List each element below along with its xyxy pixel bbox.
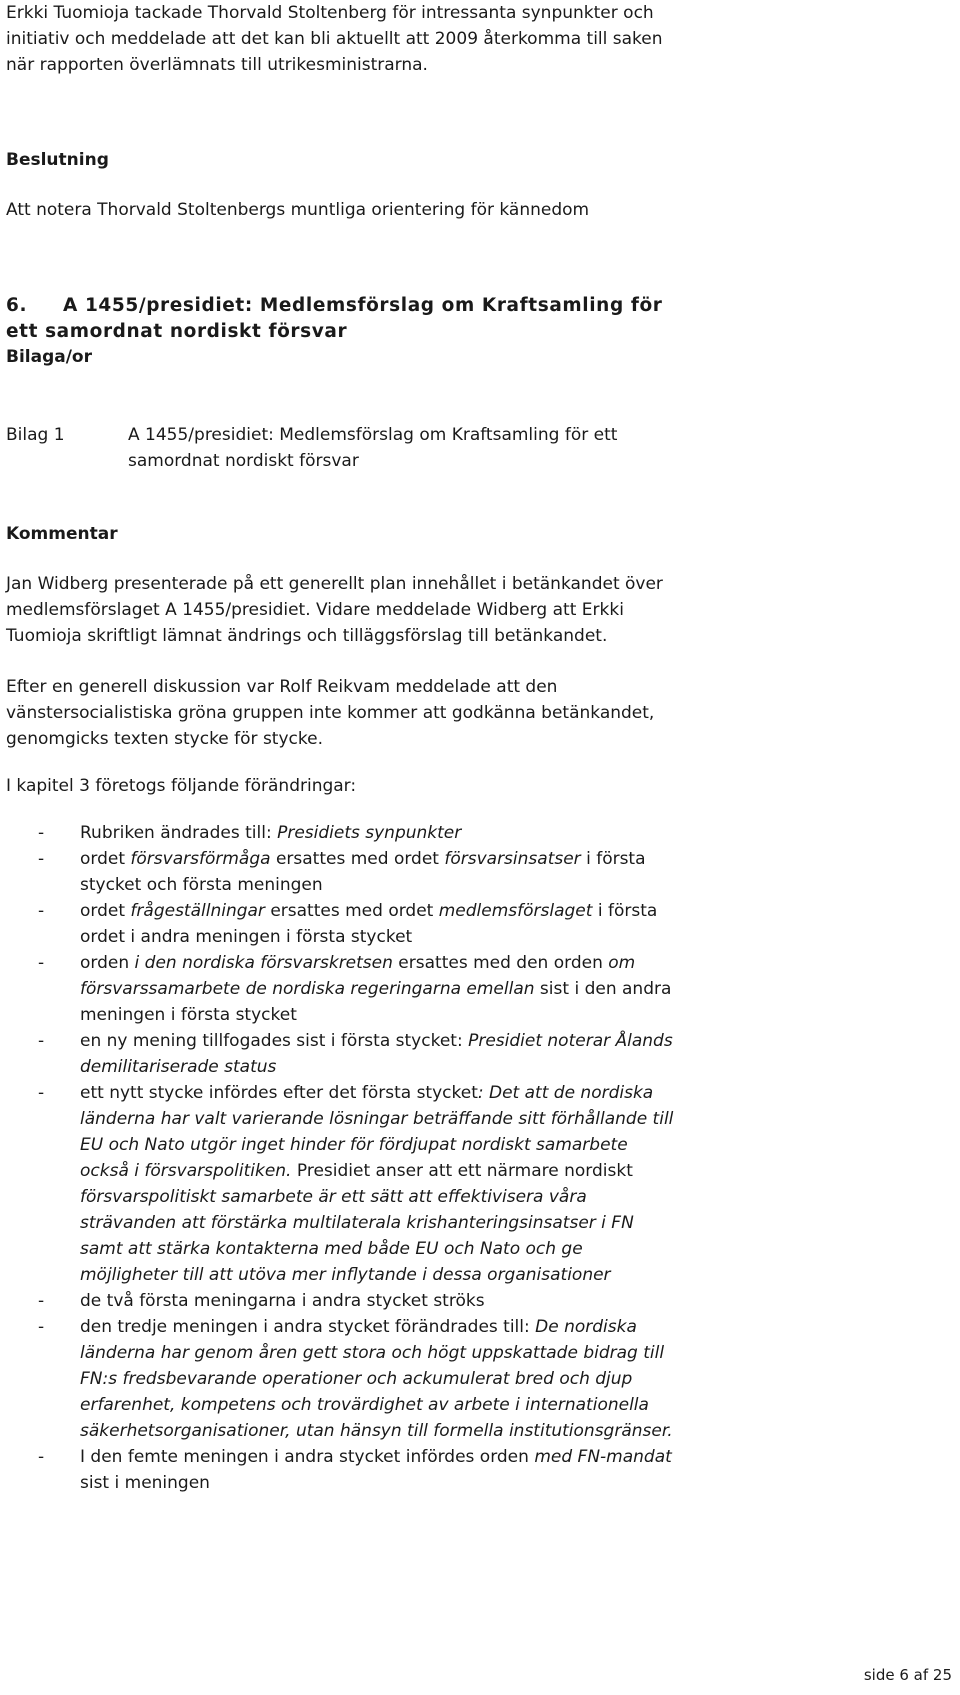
italic-run: länderna har genom åren gett stora och högt uppskattade bidrag till xyxy=(80,1343,665,1363)
italic-run: Presidiet noterar Ålands xyxy=(468,1031,673,1051)
text-run: den tredje meningen i andra stycket förändrades till: xyxy=(80,1317,536,1337)
list-dash: - xyxy=(38,953,45,973)
text-run: ersattes med ordet xyxy=(270,849,445,869)
text-run: stycket och första meningen xyxy=(80,875,323,895)
beslutning-text: Att notera Thorvald Stoltenbergs muntliga orientering för kännedom xyxy=(6,200,590,220)
text-run: ersattes med ordet xyxy=(264,901,439,921)
list-item xyxy=(6,1080,786,1288)
text-line: initiativ och meddelade att det kan bli aktuellt att 2009 återkomma till saken xyxy=(6,29,663,49)
text-line: Jan Widberg presenterade på ett generellt plan innehållet i betänkandet över xyxy=(6,574,663,594)
text-run: ordet i andra meningen i första stycket xyxy=(80,927,413,947)
italic-run: EU och Nato utgör inget hinder för fördjupat nordiskt samarbete xyxy=(80,1135,628,1155)
agenda-item-number: 6. xyxy=(6,295,28,316)
italic-run: med FN-mandat xyxy=(534,1447,672,1467)
text-line: A 1455/presidiet: Medlemsförslag om Kraftsamling för ett xyxy=(128,425,618,445)
list-item xyxy=(6,1288,786,1314)
italic-run: erfarenhet, kompetens och trovärdighet av arbete i internationella xyxy=(80,1395,649,1415)
text-line: Efter en generell diskussion var Rolf Reikvam meddelade att den xyxy=(6,677,558,697)
text-line: när rapporten överlämnats till utrikesministrarna. xyxy=(6,55,428,75)
text-run: orden xyxy=(80,953,135,973)
text-run: sist i meningen xyxy=(80,1473,210,1493)
comment-paragraph: I kapitel 3 företogs följande förändringar: xyxy=(6,776,357,796)
list-dash: - xyxy=(38,1317,45,1337)
text-line: Tuomioja skriftligt lämnat ändrings och tilläggsförslag till betänkandet. xyxy=(6,626,608,646)
kommentar-heading: Kommentar xyxy=(6,524,118,544)
text-run: ordet xyxy=(80,901,131,921)
italic-run: försvarsinsatser xyxy=(444,849,581,869)
italic-run: försvarsförmåga xyxy=(130,849,271,869)
italic-run: säkerhetsorganisationer, utan hänsyn till formella institutionsgränser. xyxy=(80,1421,673,1441)
text-line: samordnat nordiskt försvar xyxy=(128,451,359,471)
page-number: side 6 af 25 xyxy=(863,1666,952,1684)
text-run: I den femte meningen i andra stycket infördes orden xyxy=(80,1447,535,1467)
list-dash: - xyxy=(38,1447,45,1467)
attachment-description xyxy=(128,422,728,474)
italic-run: demilitariserade status xyxy=(80,1057,277,1077)
text-run: en ny mening tillfogades sist i första stycket: xyxy=(80,1031,469,1051)
text-line: genomgicks texten stycke för stycke. xyxy=(6,729,323,749)
italic-run: De nordiska xyxy=(535,1317,637,1337)
list-item xyxy=(6,1314,786,1444)
agenda-item-title-line1: A 1455/presidiet: Medlemsförslag om Kraftsamling för xyxy=(63,295,663,316)
text-line: vänstersocialistiska gröna gruppen inte kommer att godkänna betänkandet, xyxy=(6,703,655,723)
list-item xyxy=(6,950,786,1028)
text-run: i första xyxy=(592,901,658,921)
list-dash: - xyxy=(38,901,45,921)
text-run: Presidiet anser att ett närmare nordiskt xyxy=(291,1161,633,1181)
intro-paragraph xyxy=(6,0,766,78)
list-item xyxy=(6,820,786,846)
comment-paragraph xyxy=(6,571,766,649)
bilagor-heading: Bilaga/or xyxy=(6,347,92,367)
italic-run: om xyxy=(608,953,636,973)
attachment-label: Bilag 1 xyxy=(6,425,65,445)
text-run: de två första meningarna i andra stycket ströks xyxy=(80,1291,485,1311)
text-run: sist i den andra xyxy=(534,979,672,999)
text-run: ersattes med den orden xyxy=(392,953,609,973)
list-dash: - xyxy=(38,1291,45,1311)
list-item xyxy=(6,1444,786,1496)
list-dash: - xyxy=(38,823,45,843)
list-item xyxy=(6,1028,786,1080)
list-dash: - xyxy=(38,1031,45,1051)
italic-run: frågeställningar xyxy=(130,901,265,921)
list-dash: - xyxy=(38,1083,45,1103)
list-dash: - xyxy=(38,849,45,869)
italic-run: : Det att de nordiska xyxy=(477,1083,654,1103)
italic-run: i den nordiska försvarskretsen xyxy=(134,953,393,973)
text-run: ordet xyxy=(80,849,131,869)
italic-run: försvarspolitiskt samarbete är ett sätt att effektivisera våra xyxy=(80,1187,587,1207)
list-item xyxy=(6,846,786,898)
italic-run: samt att stärka kontakterna med både EU och Nato och ge xyxy=(80,1239,583,1259)
comment-paragraph xyxy=(6,674,766,752)
italic-run: strävanden att förstärka multilaterala krishanteringsinsatser i FN xyxy=(80,1213,634,1233)
changes-list xyxy=(6,820,786,1496)
text-run: Rubriken ändrades till: xyxy=(80,823,278,843)
agenda-item-title xyxy=(6,293,766,345)
beslutning-heading: Beslutning xyxy=(6,150,109,170)
italic-run: försvarssamarbete de nordiska regeringarna emellan xyxy=(80,979,535,999)
text-line: Erkki Tuomioja tackade Thorvald Stoltenberg för intressanta synpunkter och xyxy=(6,3,654,23)
italic-run: FN:s fredsbevarande operationer och ackumulerat bred och djup xyxy=(80,1369,633,1389)
list-item xyxy=(6,898,786,950)
italic-run: också i försvarspolitiken. xyxy=(80,1161,292,1181)
italic-run: Presidiets synpunkter xyxy=(277,823,462,843)
text-run: meningen i första stycket xyxy=(80,1005,297,1025)
italic-run: medlemsförslaget xyxy=(438,901,593,921)
text-run: ett nytt stycke infördes efter det första stycket xyxy=(80,1083,478,1103)
text-run: i första xyxy=(580,849,646,869)
text-line: medlemsförslaget A 1455/presidiet. Vidare meddelade Widberg att Erkki xyxy=(6,600,624,620)
italic-run: länderna har valt varierande lösningar beträffande sitt förhållande till xyxy=(80,1109,674,1129)
agenda-item-title-line2: ett samordnat nordiskt försvar xyxy=(6,321,348,342)
italic-run: möjligheter till att utöva mer inflytande i dessa organisationer xyxy=(80,1265,611,1285)
